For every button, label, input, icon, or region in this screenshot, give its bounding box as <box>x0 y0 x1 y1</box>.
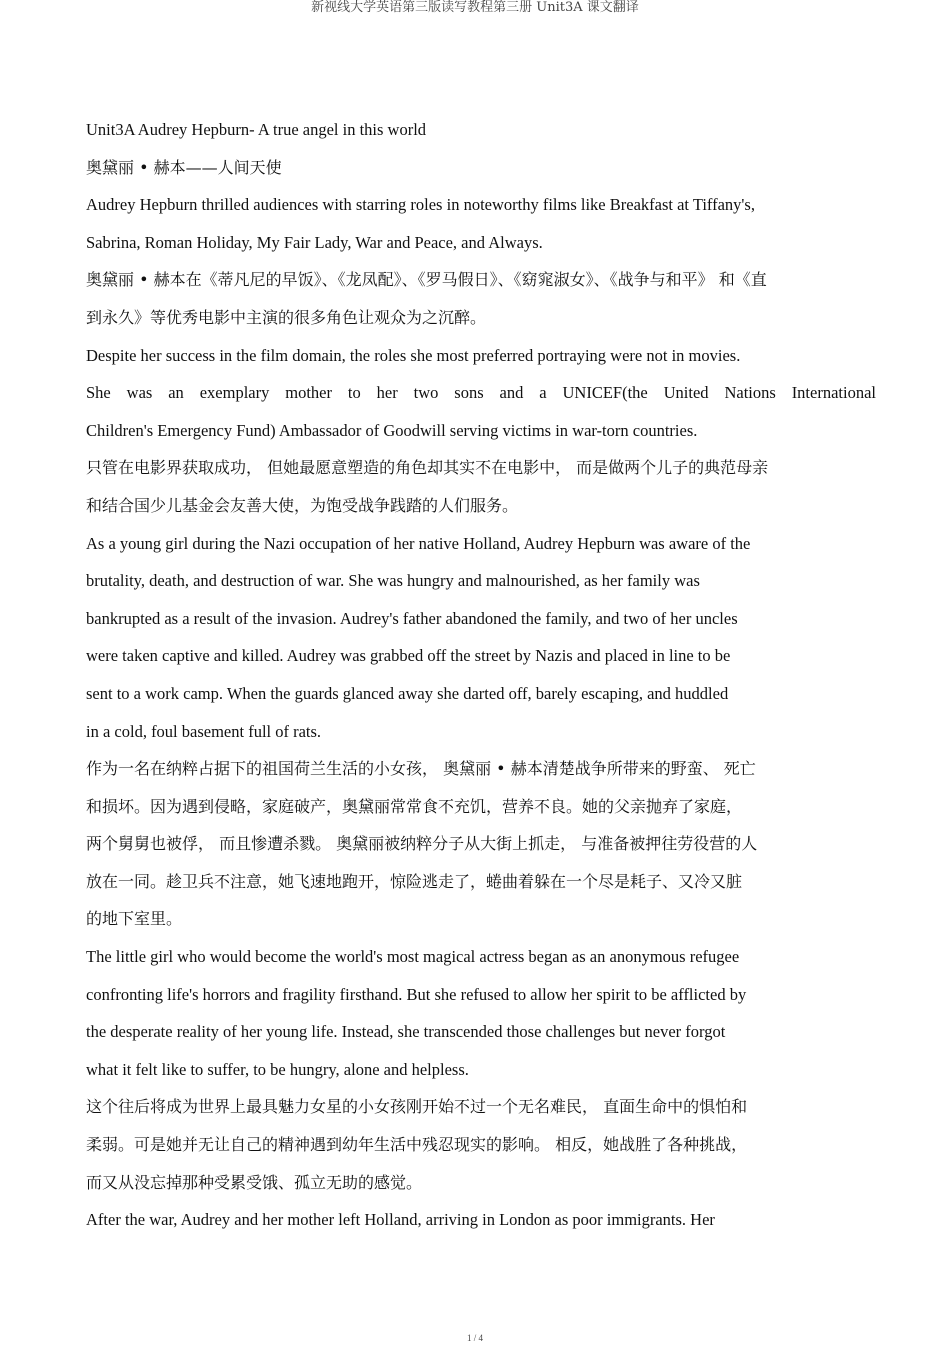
text-line: 而又从没忘掉那种受累受饿、孤立无助的感觉。 <box>86 1172 423 1192</box>
text-line: 两个舅舅也被俘， 而且惨遭杀戮。 奥黛丽被纳粹分子从大街上抓走， 与准备被押往劳役营的人 <box>86 834 758 854</box>
text-line: 作为一名在纳粹占据下的祖国荷兰生活的小女孩， 奥黛丽 • 赫本清楚战争所带来的野蛮、 死亡 <box>86 759 756 779</box>
text-line: 到永久》等优秀电影中主演的很多角色让观众为之沉醉。 <box>86 307 487 327</box>
text-line: the desperate reality of her young life. Instead, she transcended those challenges but never forgot <box>86 1022 726 1042</box>
page-header: 新视线大学英语第三版读写教程第三册 Unit3A 课文翻译 <box>311 0 639 15</box>
text-line: 只管在电影界获取成功， 但她最愿意塑造的角色却其实不在电影中， 而是做两个儿子的典范母亲 <box>86 458 769 478</box>
text-line: were taken captive and killed. Audrey was grabbed off the street by Nazis and placed in line to be <box>86 646 731 666</box>
text-line: 和结合国少儿基金会友善大使，为饱受战争践踏的人们服务。 <box>86 495 519 515</box>
text-line: 奥黛丽 • 赫本在《蒂凡尼的早饭》、《龙凤配》、《罗马假日》、《窈窕淑女》、《战争与和平》 和《直 <box>86 270 767 290</box>
page-number: 1 / 4 <box>466 1333 483 1343</box>
text-line: 奥黛丽 • 赫本——人间天使 <box>86 157 282 177</box>
text-line: bankrupted as a result of the invasion. Audrey's father abandoned the family, and two of her uncles <box>86 608 738 628</box>
text-line: The little girl who would become the world's most magical actress began as an anonymous refugee <box>86 947 740 967</box>
text-line: 放在一同。趁卫兵不注意，她飞速地跑开，惊险逃走了，蜷曲着躲在一个尽是耗子、又冷又脏 <box>86 871 743 891</box>
text-line: 的地下室里。 <box>86 909 183 929</box>
text-line: 和损坏。因为遇到侵略，家庭破产，奥黛丽常常食不充饥，营养不良。她的父亲抛弃了家庭， <box>86 796 743 816</box>
text-line: confronting life's horrors and fragility firsthand. But she refused to allow her spirit to be afflicted by <box>86 984 747 1004</box>
text-line: Children's Emergency Fund) Ambassador of Goodwill serving victims in war-torn countries. <box>86 420 698 440</box>
text-line: 这个往后将成为世界上最具魅力女星的小女孩刚开始不过一个无名难民， 直面生命中的惧怕和 <box>86 1097 748 1117</box>
text-line: She was an exemplary mother to her two sons and a UNICEF(the United Nations International <box>86 383 876 403</box>
text-line: After the war, Audrey and her mother left Holland, arriving in London as poor immigrants. Her <box>86 1210 715 1230</box>
text-line: brutality, death, and destruction of war. She was hungry and malnourished, as her family was <box>86 571 700 591</box>
text-line: Sabrina, Roman Holiday, My Fair Lady, War and Peace, and Always. <box>86 232 543 252</box>
text-line: Despite her success in the film domain, the roles she most preferred portraying were not in movies. <box>86 345 741 365</box>
text-line: sent to a work camp. When the guards glanced away she darted off, barely escaping, and huddled <box>86 683 729 703</box>
text-line: Unit3A Audrey Hepburn- A true angel in this world <box>86 120 427 139</box>
text-line: what it felt like to suffer, to be hungry, alone and helpless. <box>86 1059 469 1079</box>
text-line: As a young girl during the Nazi occupation of her native Holland, Audrey Hepburn was aware of the <box>86 533 751 553</box>
text-line: Audrey Hepburn thrilled audiences with starring roles in noteworthy films like Breakfast at Tiffany's, <box>86 195 755 215</box>
text-line: in a cold, foul basement full of rats. <box>86 721 322 741</box>
text-line: 柔弱。可是她并无让自己的精神遇到幼年生活中残忍现实的影响。 相反，她战胜了各种挑战， <box>86 1135 748 1155</box>
document-body <box>86 118 876 1246</box>
